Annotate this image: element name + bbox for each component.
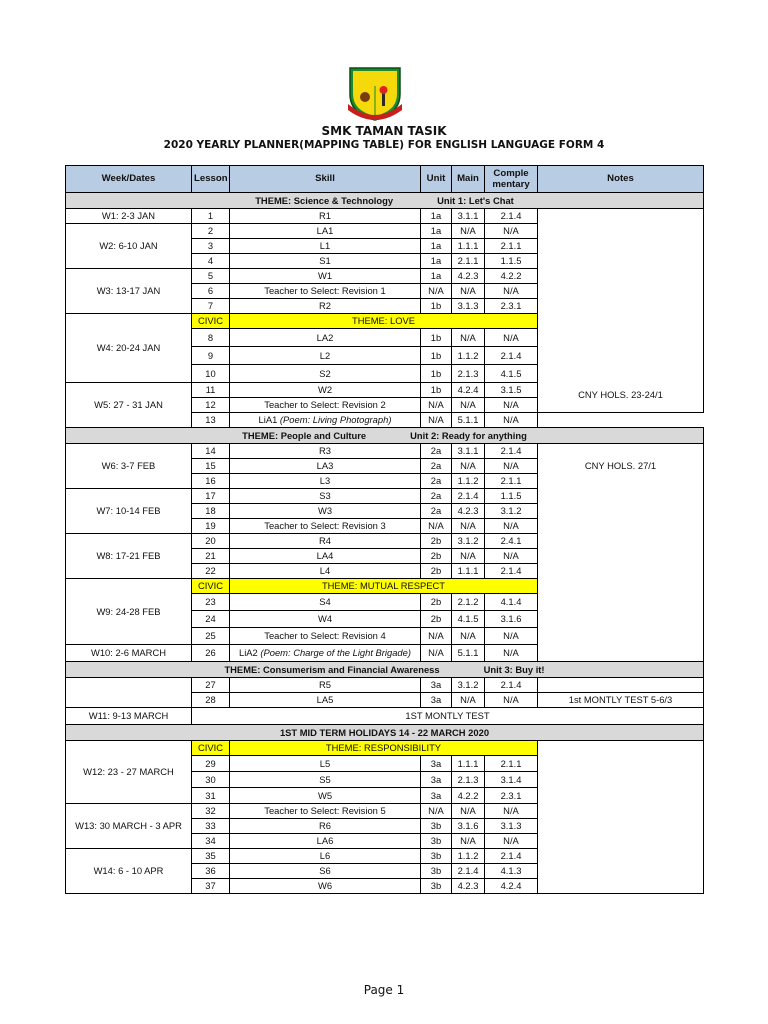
theme-row bbox=[66, 193, 704, 209]
week-cell: W2: 6-10 JAN bbox=[66, 224, 192, 269]
table-row: 24 W4 2b 4.1.5 3.1.6 bbox=[66, 611, 704, 628]
table-row: 4 S1 1a 2.1.1 1.1.5 bbox=[66, 254, 704, 269]
table-row: 23 S4 2b 2.1.2 4.1.4 bbox=[66, 594, 704, 611]
notes-cell bbox=[538, 678, 704, 693]
civic-theme: THEME: RESPONSIBILITY bbox=[230, 741, 538, 756]
planner-title: 2020 YEARLY PLANNER(MAPPING TABLE) FOR ENGLISH LANGUAGE FORM 4 bbox=[163, 139, 605, 151]
week-cell: W11: 9-13 MARCH bbox=[66, 708, 192, 725]
table-row: 37 W6 3b 4.2.3 4.2.4 bbox=[66, 879, 704, 894]
col-unit: Unit bbox=[421, 166, 452, 193]
week-cell: W1: 2-3 JAN bbox=[66, 209, 192, 224]
table-row: W1: 2-3 JAN 1 R1 1a 3.1.1 2.1.4 CNY HOLS. 23-24/1 CNY HOLS. 27/1 bbox=[66, 209, 704, 224]
table-row: 6 Teacher to Select: Revision 1 N/A N/A N/A bbox=[66, 284, 704, 299]
week-cell: W10: 2-6 MARCH bbox=[66, 645, 192, 662]
col-skill: Skill bbox=[230, 166, 421, 193]
monthly-test-cell: 1ST MONTLY TEST bbox=[192, 708, 704, 725]
col-lesson: Lesson bbox=[192, 166, 230, 193]
table-row: 8 LA2 1b N/A N/A bbox=[66, 329, 704, 347]
theme-title: THEME: Consumerism and Financial Awareness bbox=[224, 663, 440, 675]
table-header-row bbox=[66, 166, 704, 193]
note-cny-1: CNY HOLS. 23-24/1 bbox=[578, 389, 663, 400]
theme-row bbox=[66, 428, 704, 444]
col-week: Week/Dates bbox=[66, 166, 192, 193]
civic-theme: THEME: LOVE bbox=[230, 314, 538, 329]
note-cny-2: CNY HOLS. 27/1 bbox=[584, 460, 657, 471]
yearly-planner-table bbox=[65, 165, 704, 894]
table-row: 22 L4 2b 1.1.1 2.1.4 bbox=[66, 564, 704, 579]
week-cell: W7: 10-14 FEB bbox=[66, 489, 192, 534]
table-row: 19 Teacher to Select: Revision 3 N/A N/A N/A bbox=[66, 519, 704, 534]
table-row: 30 S5 3a 2.1.3 3.1.4 bbox=[66, 772, 704, 788]
table-row: 18 W3 2a 4.2.3 3.1.2 bbox=[66, 504, 704, 519]
table-row: W3: 13-17 JAN 5 W1 1a 4.2.3 4.2.2 bbox=[66, 269, 704, 284]
theme-title: THEME: People and Culture bbox=[242, 429, 367, 441]
table-row: 33 R6 3b 3.1.6 3.1.3 bbox=[66, 819, 704, 834]
table-row: W14: 6 - 10 APR 35 L6 3b 1.1.2 2.1.4 bbox=[66, 849, 704, 864]
notes-cell bbox=[538, 444, 704, 662]
notes-cell: 1st MONTLY TEST 5-6/3 bbox=[538, 693, 704, 708]
table-row: 16 L3 2a 1.1.2 2.1.1 bbox=[66, 474, 704, 489]
week-cell: W6: 3-7 FEB bbox=[66, 444, 192, 489]
table-row: W5: 27 - 31 JAN 11 W2 1b 4.2.4 3.1.5 bbox=[66, 383, 704, 398]
col-notes: Notes bbox=[538, 166, 704, 193]
week-cell: W3: 13-17 JAN bbox=[66, 269, 192, 314]
school-crest-logo bbox=[344, 64, 406, 122]
week-cell: W8: 17-21 FEB bbox=[66, 534, 192, 579]
table-row: W7: 10-14 FEB 17 S3 2a 2.1.4 1.1.5 bbox=[66, 489, 704, 504]
table-row: 3 L1 1a 1.1.1 2.1.1 bbox=[66, 239, 704, 254]
week-cell: W4: 20-24 JAN bbox=[66, 314, 192, 383]
table-row: 10 S2 1b 2.1.3 4.1.5 bbox=[66, 365, 704, 383]
table-row bbox=[66, 708, 704, 725]
holiday-row bbox=[66, 725, 704, 741]
unit-title: Unit 3: Buy it! bbox=[483, 663, 545, 675]
table-row: 27 R5 3a 3.1.2 2.1.4 bbox=[66, 678, 704, 693]
table-row: W2: 6-10 JAN 2 LA1 1a N/A N/A bbox=[66, 224, 704, 239]
table-row: 7 R2 1b 3.1.3 2.3.1 bbox=[66, 299, 704, 314]
table-row: W10: 2-6 MARCH 26 LiA2 (Poem: Charge of the Light Brigade) N/A 5.1.1 N/A bbox=[66, 645, 704, 662]
table-row: 13 LiA1 (Poem: Living Photograph) N/A 5.1.1 N/A bbox=[66, 413, 704, 428]
notes-cell bbox=[538, 209, 704, 471]
school-name: SMK TAMAN TASIK bbox=[321, 124, 447, 138]
table-row: 36 S6 3b 2.1.4 4.1.3 bbox=[66, 864, 704, 879]
civic-row bbox=[66, 741, 704, 756]
notes-cell bbox=[538, 741, 704, 894]
unit-title: Unit 1: Let's Chat bbox=[437, 194, 514, 206]
civic-label: CIVIC bbox=[192, 314, 230, 329]
holiday-title: 1ST MID TERM HOLIDAYS 14 - 22 MARCH 2020 bbox=[66, 725, 704, 741]
table-row: 28 LA5 3a N/A N/A 1st MONTLY TEST 5-6/3 bbox=[66, 693, 704, 708]
table-row: 25 Teacher to Select: Revision 4 N/A N/A N/A bbox=[66, 628, 704, 645]
civic-label: CIVIC bbox=[192, 741, 230, 756]
table-row: W13: 30 MARCH - 3 APR 32 Teacher to Select: Revision 5 N/A N/A N/A bbox=[66, 804, 704, 819]
unit-title: Unit 2: Ready for anything bbox=[410, 429, 527, 441]
civic-theme: THEME: MUTUAL RESPECT bbox=[230, 579, 538, 594]
page-number: Page 1 bbox=[363, 983, 405, 997]
week-cell: W9: 24-28 FEB bbox=[66, 579, 192, 645]
col-complementary: Comple mentary bbox=[485, 166, 538, 193]
table-row: W6: 3-7 FEB 14 R3 2a 3.1.1 2.1.4 bbox=[66, 444, 704, 459]
table-row: 15 LA3 2a N/A N/A bbox=[66, 459, 704, 474]
table-row: 29 L5 3a 1.1.1 2.1.1 bbox=[66, 756, 704, 772]
col-main: Main bbox=[452, 166, 485, 193]
week-cell: W13: 30 MARCH - 3 APR bbox=[66, 804, 192, 849]
week-cell: W12: 23 - 27 MARCH bbox=[66, 741, 192, 804]
week-cell: W5: 27 - 31 JAN bbox=[66, 383, 192, 428]
table-row: 21 LA4 2b N/A N/A bbox=[66, 549, 704, 564]
table-row: W8: 17-21 FEB 20 R4 2b 3.1.2 2.4.1 bbox=[66, 534, 704, 549]
table-row: 31 W5 3a 4.2.2 2.3.1 bbox=[66, 788, 704, 804]
theme-row bbox=[66, 662, 704, 678]
theme-title: THEME: Science & Technology bbox=[255, 194, 394, 206]
week-cell: W14: 6 - 10 APR bbox=[66, 849, 192, 894]
table-row: 34 LA6 3b N/A N/A bbox=[66, 834, 704, 849]
table-row: 9 L2 1b 1.1.2 2.1.4 bbox=[66, 347, 704, 365]
table-row: 12 Teacher to Select: Revision 2 N/A N/A N/A bbox=[66, 398, 704, 413]
civic-label: CIVIC bbox=[192, 579, 230, 594]
